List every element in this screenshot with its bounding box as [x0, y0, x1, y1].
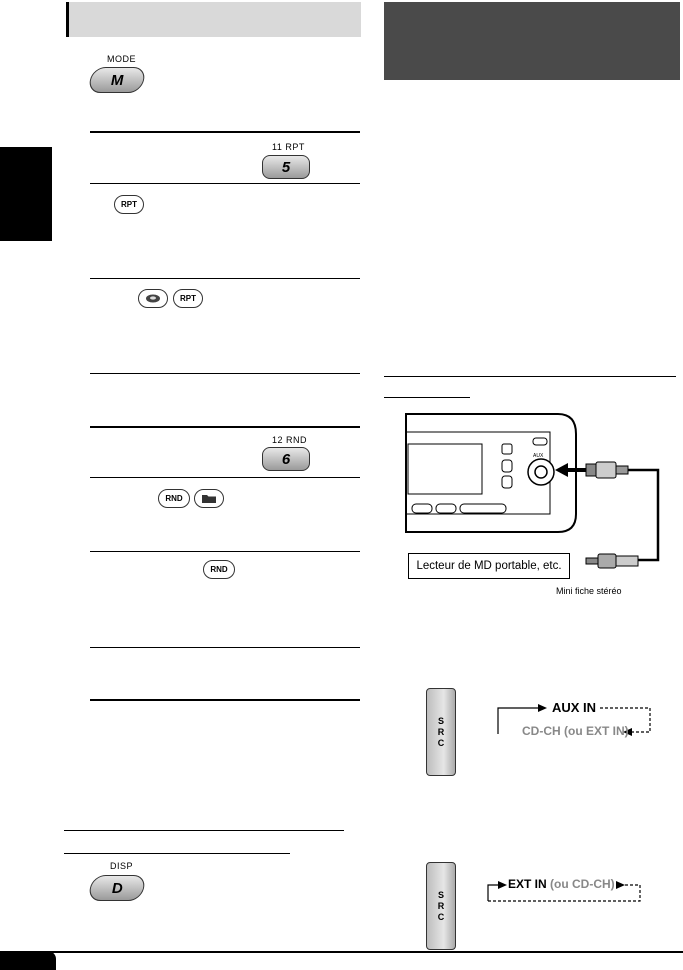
heading-underline — [384, 397, 470, 398]
rpt-button[interactable]: RPT — [114, 195, 144, 214]
unit-button — [533, 438, 547, 445]
aux-in-label: AUX IN — [552, 700, 597, 715]
random-key-caption: 12 RND — [272, 435, 308, 445]
section-header-bar — [66, 2, 361, 37]
player-label: Lecteur de MD portable, etc. — [408, 553, 570, 579]
divider — [90, 551, 360, 552]
disp-key-glyph: D — [111, 879, 123, 897]
src-letter: C — [437, 911, 445, 922]
src-letter: S — [437, 889, 444, 900]
divider — [90, 477, 360, 478]
rpt-button[interactable]: RPT — [173, 289, 203, 308]
heading-underline — [64, 853, 290, 854]
divider — [90, 426, 360, 428]
divider — [90, 373, 360, 374]
jack-label: AUX — [533, 453, 544, 459]
heading-underline — [384, 376, 676, 377]
disp-button[interactable] — [87, 875, 147, 901]
rnd-button[interactable]: RND — [158, 489, 190, 508]
page-number-tab — [0, 951, 56, 970]
footer-rule — [0, 951, 683, 953]
divider — [90, 131, 360, 133]
disc-icon — [144, 293, 162, 304]
ext-in-text: EXT IN — [508, 877, 547, 891]
divider — [90, 183, 360, 184]
divider — [90, 278, 360, 279]
plug-label: Mini fiche stéréo — [556, 586, 622, 596]
folder-icon-button[interactable] — [194, 489, 224, 508]
unit-button — [502, 476, 512, 488]
unit-button — [502, 460, 512, 472]
random-number-button[interactable]: 6 — [262, 447, 310, 471]
aux-jack — [535, 466, 547, 478]
cable — [628, 470, 658, 560]
disp-key-label: DISP — [110, 861, 134, 871]
repeat-number-button[interactable]: 5 — [262, 155, 310, 179]
cd-ch-label: CD-CH (ou EXT IN) — [522, 724, 629, 738]
src-letter: S — [437, 715, 444, 726]
divider — [90, 699, 360, 701]
mode-key-glyph: M — [110, 71, 124, 89]
src-button[interactable] — [426, 862, 456, 950]
display-window — [408, 444, 482, 494]
section-title-box — [384, 2, 680, 80]
disc-icon-button[interactable] — [138, 289, 168, 308]
heading-underline — [64, 830, 344, 831]
repeat-key-caption: 11 RPT — [272, 142, 305, 152]
eject-icon — [502, 444, 512, 454]
src-button[interactable] — [426, 688, 456, 776]
src-letter: R — [437, 900, 445, 911]
plug-icon — [598, 554, 616, 568]
folder-icon — [201, 493, 217, 504]
cd-ch-alt-text: (ou CD-CH) — [546, 877, 615, 891]
mode-key-label: MODE — [107, 54, 136, 64]
divider — [90, 647, 360, 648]
language-side-tab — [0, 147, 52, 241]
plug-icon — [596, 462, 616, 478]
rnd-button[interactable]: RND — [203, 560, 235, 579]
mode-button[interactable] — [87, 67, 147, 93]
ext-in-label — [508, 877, 615, 891]
src-letter: R — [437, 726, 445, 737]
src-letter: C — [437, 737, 445, 748]
